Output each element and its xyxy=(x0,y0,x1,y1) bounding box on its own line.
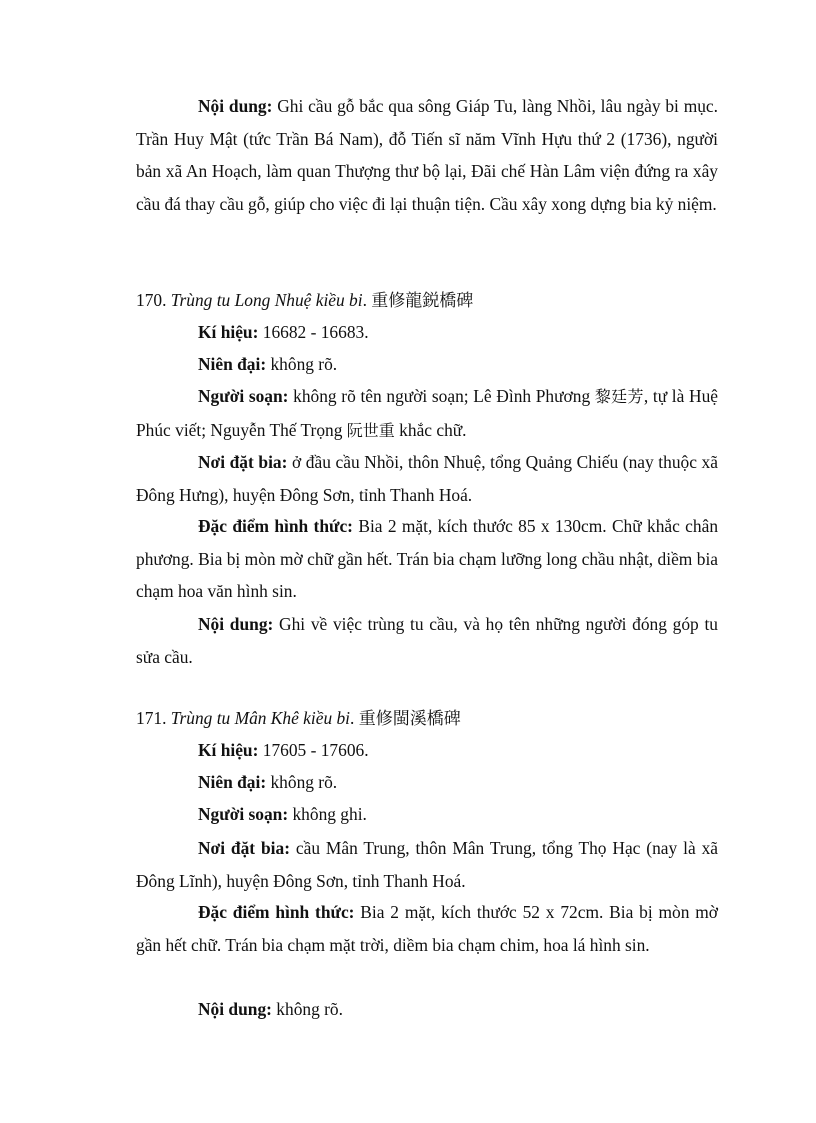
entry-171-date xyxy=(136,766,718,799)
entry-171-form xyxy=(136,896,718,961)
date-value: không rõ. xyxy=(270,354,338,374)
date-label: Niên đại: xyxy=(198,354,267,374)
author-text-b: , tự là Huệ Phúc viết; Nguyễn Thế Trọng xyxy=(136,386,719,440)
content-text: Ghi cầu gỗ bắc qua sông Giáp Tu, làng Nhồi, lâu ngày bi mục. Trần Huy Mật (tức Trần Bá Nam), đỗ Tiến sĩ năm Vĩnh Hựu thứ 2 (1736), người bản xã An Hoạch, làm quan Thượng thư bộ lại, Đãi chế Hàn Lâm viện đứng ra xây cầu đá thay cầu gỗ, giúp cho việc đi lại thuận tiện. Cầu xây xong dựng bia kỷ niệm. xyxy=(136,96,718,214)
author-text-c: khắc chữ. xyxy=(399,419,467,440)
content-label: Nội dung: xyxy=(198,999,272,1019)
content-label: Nội dung: xyxy=(198,96,273,116)
place-value: ở đầu cầu Nhồi, thôn Nhuệ, tổng Quảng Chiếu (nay thuộc xã Đông Hưng), huyện Đông Sơn, tỉnh Thanh Hoá. xyxy=(136,452,718,505)
entry-170-form xyxy=(136,510,718,608)
entry-170-heading: 170. Trùng tu Long Nhuệ kiều bi. 重修龍鋭橋碑 xyxy=(136,290,474,311)
entry-171-content xyxy=(136,993,718,1026)
symbol-label: Kí hiệu: xyxy=(198,740,259,760)
symbol-value: 16682 - 16683. xyxy=(262,322,369,342)
entry-number: 171. xyxy=(136,708,167,728)
entry-171-symbol xyxy=(136,734,718,767)
entry-han-title: 重修閩溪橋碑 xyxy=(358,709,461,729)
author-label: Người soạn: xyxy=(198,804,289,824)
entry-title: Trùng tu Long Nhuệ kiều bi xyxy=(170,290,363,310)
form-label: Đặc điểm hình thức: xyxy=(198,902,355,922)
entry-170-symbol xyxy=(136,316,718,349)
place-value: cầu Mân Trung, thôn Mân Trung, tổng Thọ Hạc (nay là xã Đông Lĩnh), huyện Đông Sơn, tỉnh Thanh Hoá. xyxy=(136,838,718,891)
content-value: Ghi về việc trùng tu cầu, và họ tên những người đóng góp tu sửa cầu. xyxy=(136,614,718,667)
form-value: Bia 2 mặt, kích thước 85 x 130cm. Chữ khắc chân phương. Bia bị mòn mờ chữ gần hết. Trán bia chạm lưỡng long chầu nhật, diềm bia chạm hoa văn hình sin. xyxy=(136,516,719,602)
content-label: Nội dung: xyxy=(198,614,274,634)
entry-number: 170. xyxy=(136,290,167,310)
author-han-name-1: 黎廷芳 xyxy=(594,387,644,406)
entry-171-heading: 171. Trùng tu Mân Khê kiều bi. 重修閩溪橋碑 xyxy=(136,708,461,729)
entry-171-place xyxy=(136,832,718,897)
date-value: không rõ. xyxy=(270,772,338,792)
form-value: Bia 2 mặt, kích thước 52 x 72cm. Bia bị mòn mờ gần hết chữ. Trán bia chạm mặt trời, diềm bia chạm chim, hoa lá hình sin. xyxy=(136,902,718,955)
author-label: Người soạn: xyxy=(198,386,289,406)
symbol-value: 17605 - 17606. xyxy=(262,740,369,760)
entry-han-title: 重修龍鋭橋碑 xyxy=(371,291,474,311)
entry-169-content xyxy=(136,90,718,220)
entry-170-place xyxy=(136,446,718,511)
symbol-label: Kí hiệu: xyxy=(198,322,259,342)
entry-170-author xyxy=(136,380,718,447)
author-text-a: không rõ tên người soạn; Lê Đình Phương xyxy=(293,386,591,406)
date-label: Niên đại: xyxy=(198,772,267,792)
entry-170-date xyxy=(136,348,718,381)
content-value: không rõ. xyxy=(276,999,343,1019)
form-label: Đặc điểm hình thức: xyxy=(198,516,353,536)
author-han-name-2: 阮世重 xyxy=(346,420,395,440)
place-label: Nơi đặt bia: xyxy=(198,452,288,472)
entry-title: Trùng tu Mân Khê kiều bi xyxy=(170,708,351,728)
author-value: không ghi. xyxy=(292,804,367,824)
entry-170-content xyxy=(136,608,718,673)
entry-171-author xyxy=(136,798,718,831)
place-label: Nơi đặt bia: xyxy=(198,838,290,858)
